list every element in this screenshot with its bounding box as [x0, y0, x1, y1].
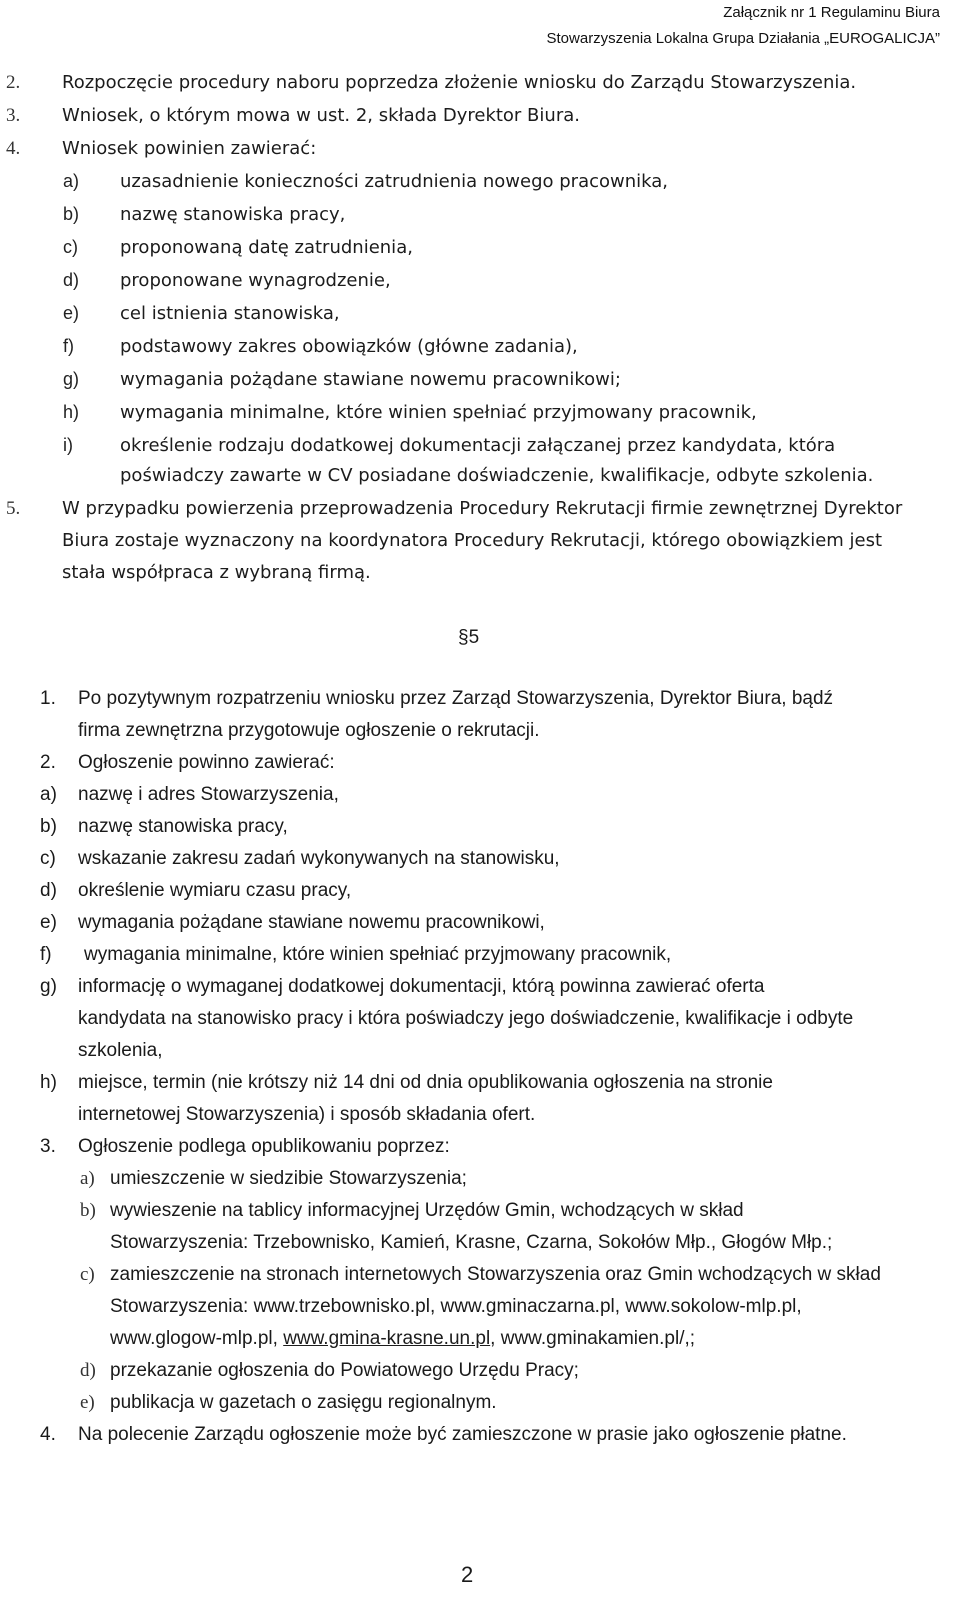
list-item-text: wymagania minimalne, które winien spełniać przyjmowany pracownik, — [120, 402, 757, 423]
list-item-label: a) — [80, 1168, 95, 1189]
list-item-text-continued: szkolenia, — [78, 1040, 163, 1061]
list-item-text: cel istnienia stanowiska, — [120, 303, 340, 324]
list-item-label: c) — [80, 1264, 95, 1285]
paragraph-text: Po pozytywnym rozpatrzeniu wniosku przez Zarząd Stowarzyszenia, Dyrektor Biura, bądź — [78, 688, 834, 709]
paragraph-number: 1. — [40, 688, 56, 709]
list-item-text: nazwę i adres Stowarzyszenia, — [78, 784, 339, 805]
list-item-label: g) — [40, 976, 57, 997]
list-item-text-continued: kandydata na stanowisko pracy i która poświadczy jego doświadczenie, kwalifikacje i odbyte — [78, 1008, 854, 1029]
website-glogow: www.glogow-mlp.pl, — [110, 1328, 278, 1349]
paragraph-text: stała współpraca z wybraną firmą. — [62, 562, 371, 583]
list-item-text: publikacja w gazetach o zasięgu regionalnym. — [110, 1392, 497, 1413]
list-item-text: miejsce, termin (nie krótszy niż 14 dni od dnia opublikowania ogłoszenia na stronie — [78, 1072, 773, 1093]
list-item-text-continued: internetowej Stowarzyszenia) i sposób składania ofert. — [78, 1104, 536, 1125]
paragraph-text: Rozpoczęcie procedury naboru poprzedza złożenie wniosku do Zarządu Stowarzyszenia. — [62, 72, 857, 93]
list-item-text: wymagania pożądane stawiane nowemu pracownikowi, — [78, 912, 545, 933]
list-item-text-continued — [110, 1328, 695, 1350]
list-item-label: e) — [80, 1392, 95, 1413]
paragraph-number: 2. — [6, 72, 21, 93]
list-item-label: f) — [40, 944, 52, 965]
list-item-label: b) — [80, 1200, 96, 1221]
list-item-label: b) — [40, 816, 57, 837]
paragraph-number: 3. — [40, 1136, 56, 1157]
list-item-label: c) — [63, 237, 78, 257]
list-item-text: nazwę stanowiska pracy, — [78, 816, 288, 837]
paragraph-text: Wniosek, o którym mowa w ust. 2, składa Dyrektor Biura. — [62, 105, 580, 126]
website-link-krasne[interactable]: www.gmina-krasne.un.pl — [283, 1328, 491, 1349]
list-item-label: i) — [63, 435, 73, 455]
paragraph-text: W przypadku powierzenia przeprowadzenia Procedury Rekrutacji firmie zewnętrznej Dyrektor — [62, 498, 903, 519]
list-item-label: d) — [63, 270, 80, 290]
list-item-label: g) — [63, 369, 80, 389]
list-item-text-continued: Stowarzyszenia: www.trzebownisko.pl, www.gminaczarna.pl, www.sokolow-mlp.pl, — [110, 1296, 802, 1317]
paragraph-text: Na polecenie Zarządu ogłoszenie może być zamieszczone w prasie jako ogłoszenie płatne. — [78, 1424, 847, 1445]
page-number: 2 — [461, 1562, 474, 1587]
list-item-label: c) — [40, 848, 56, 869]
paragraph-number: 4. — [6, 138, 21, 159]
list-item-label: e) — [40, 912, 57, 933]
list-item-text: określenie rodzaju dodatkowej dokumentacji załączanej przez kandydata, która — [120, 435, 836, 456]
header-line-2: Stowarzyszenia Lokalna Grupa Działania „EUROGALICJA” — [546, 30, 940, 47]
list-item-label: h) — [40, 1072, 57, 1093]
list-item-text-continued: Stowarzyszenia: Trzebownisko, Kamień, Krasne, Czarna, Sokołów Młp., Głogów Młp.; — [110, 1232, 833, 1253]
section-heading: §5 — [458, 627, 480, 648]
list-item-text: uzasadnienie konieczności zatrudnienia nowego pracownika, — [120, 171, 668, 192]
paragraph-text: Biura zostaje wyznaczony na koordynatora Procedury Rekrutacji, którego obowiązkiem jest — [62, 530, 883, 551]
list-item-text: wymagania minimalne, które winien spełniać przyjmowany pracownik, — [84, 944, 672, 965]
list-item-label: d) — [40, 880, 57, 901]
paragraph-text: Ogłoszenie powinno zawierać: — [78, 752, 335, 773]
paragraph-text: firma zewnętrzna przygotowuje ogłoszenie o rekrutacji. — [78, 720, 540, 741]
list-item-text: proponowane wynagrodzenie, — [120, 270, 391, 291]
list-item-text: proponowaną datę zatrudnienia, — [120, 237, 413, 258]
list-item-text: zamieszczenie na stronach internetowych Stowarzyszenia oraz Gmin wchodzących w skład — [110, 1264, 881, 1285]
list-item-label: h) — [63, 402, 80, 422]
paragraph-number: 4. — [40, 1424, 56, 1445]
list-item-label: a) — [40, 784, 57, 805]
list-item-text: podstawowy zakres obowiązków (główne zadania), — [120, 336, 578, 357]
list-item-text: określenie wymiaru czasu pracy, — [78, 880, 352, 901]
paragraph-number: 2. — [40, 752, 56, 773]
website-kamien: , www.gminakamien.pl/,; — [490, 1328, 696, 1349]
paragraph-text: Wniosek powinien zawierać: — [62, 138, 317, 159]
paragraph-text: Ogłoszenie podlega opublikowaniu poprzez: — [78, 1136, 450, 1157]
header-line-1: Załącznik nr 1 Regulaminu Biura — [723, 4, 940, 21]
list-item-text: informację o wymaganej dodatkowej dokumentacji, którą powinna zawierać oferta — [78, 976, 765, 997]
list-item-label: f) — [63, 336, 74, 356]
list-item-label: e) — [63, 303, 80, 323]
paragraph-number: 3. — [6, 105, 21, 126]
list-item-label: a) — [63, 171, 80, 191]
list-item-text: nazwę stanowiska pracy, — [120, 204, 346, 225]
list-item-text: umieszczenie w siedzibie Stowarzyszenia; — [110, 1168, 467, 1189]
list-item-label: d) — [80, 1360, 96, 1381]
list-item-text: przekazanie ogłoszenia do Powiatowego Urzędu Pracy; — [110, 1360, 579, 1381]
list-item-text-continued: poświadczy zawarte w CV posiadane doświadczenie, kwalifikacje, odbyte szkolenia. — [120, 465, 874, 486]
list-item-text: wymagania pożądane stawiane nowemu pracownikowi; — [120, 369, 621, 390]
list-item-text: wywieszenie na tablicy informacyjnej Urzędów Gmin, wchodzących w skład — [110, 1200, 744, 1221]
list-item-text: wskazanie zakresu zadań wykonywanych na stanowisku, — [78, 848, 560, 869]
paragraph-number: 5. — [6, 498, 21, 519]
list-item-label: b) — [63, 204, 80, 224]
